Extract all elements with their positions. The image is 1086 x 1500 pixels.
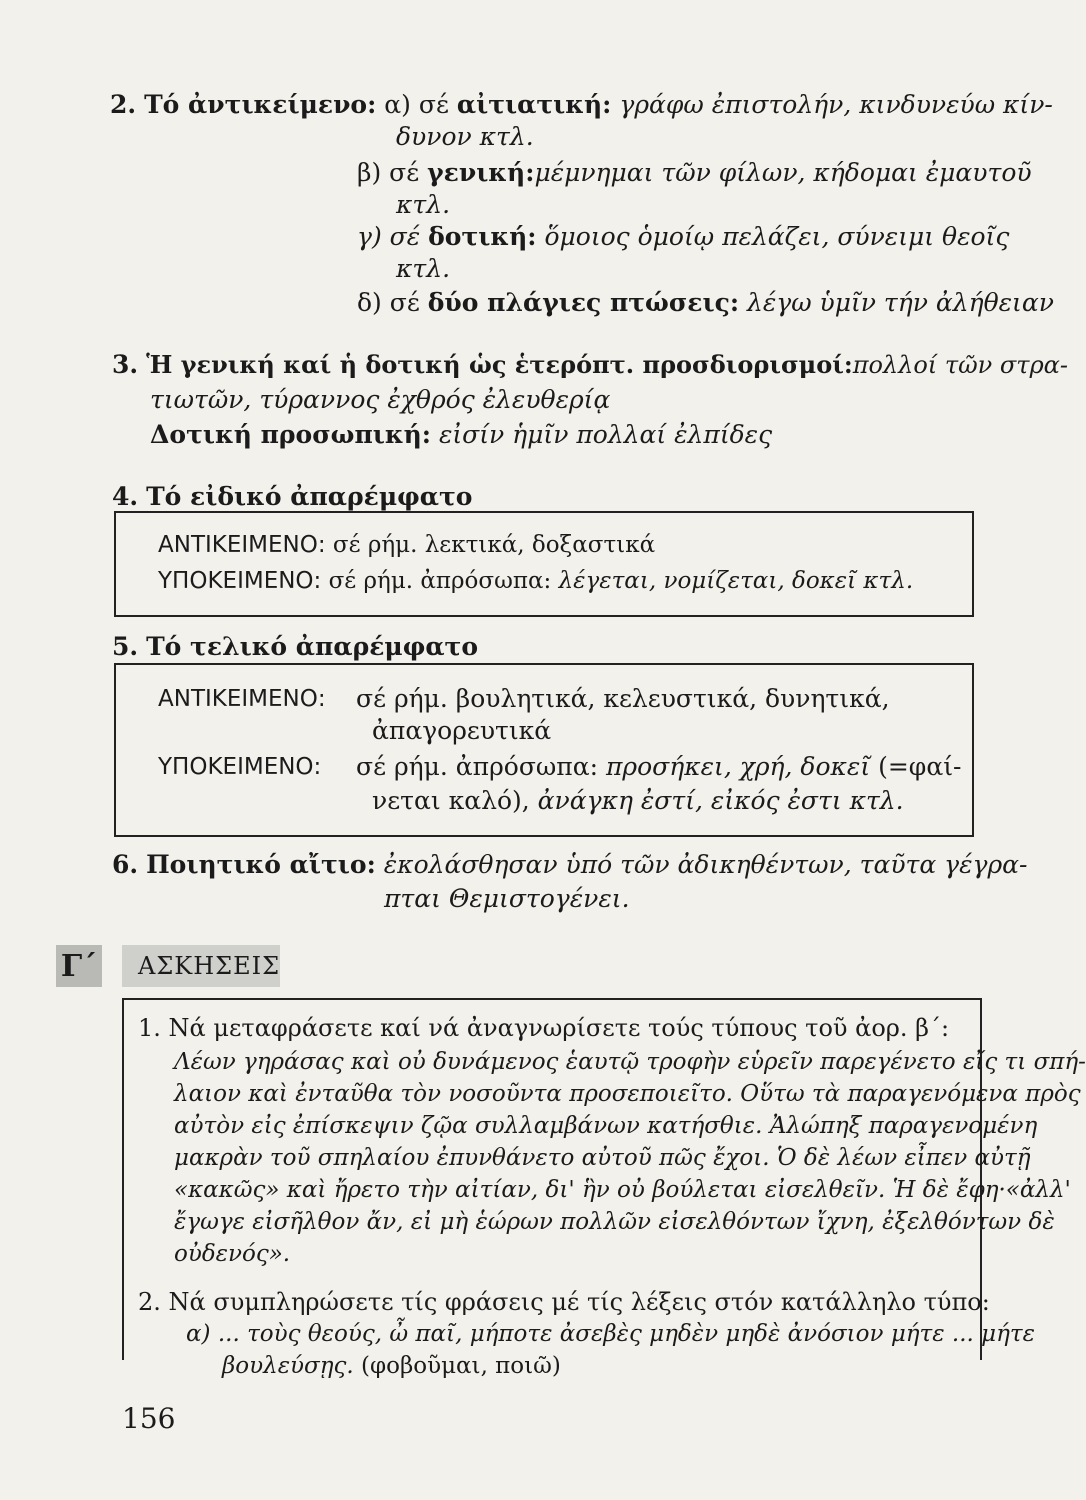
item-5-row2-cont xyxy=(372,786,904,816)
item-4-row2-example: λέγεται, νομίζεται, δοκεῖ κτλ. xyxy=(558,568,914,594)
exercise-2-number: 2. xyxy=(138,1288,161,1316)
exercise-2a-hint: (φοβοῦμαι, ποιῶ) xyxy=(361,1353,561,1379)
exercise-2-header xyxy=(138,1286,990,1318)
item-3-example: πολλοί τῶν στρα- xyxy=(852,351,1068,379)
item-2d xyxy=(357,288,1054,318)
item-2c-example-cont: κτλ. xyxy=(396,254,451,283)
exercise-1-line-7: οὐδενός». xyxy=(174,1241,291,1267)
item-6-number: 6. xyxy=(112,850,139,879)
page-number: 156 xyxy=(122,1402,176,1435)
item-3-number: 3. xyxy=(112,350,139,379)
item-4-number: 4. xyxy=(112,482,139,511)
exercise-1-line-6: ἔγωγε εἰσῆλθον ἄν, εἰ μὴ ἑώρων πολλῶν εἰσελθόντων ἴχνη, ἐξελθόντων δὲ xyxy=(174,1209,1055,1235)
item-2-label: Τό ἀντικείμενο: xyxy=(144,90,377,119)
exercise-1-line-1: Λέων γηράσας καὶ οὐ δυνάμενος ἑαυτῷ τροφὴν εὑρεῖν παρεγένετο εἴς τι σπή- xyxy=(174,1049,1086,1075)
item-4-row1 xyxy=(158,530,655,560)
item-2d-case: δύο πλάγιες πτώσεις: xyxy=(427,288,740,317)
section-badge: Γ΄ xyxy=(56,945,102,987)
item-5-row2-key: ΥΠΟΚΕΙΜΕΝΟ: xyxy=(158,754,322,780)
item-4-header xyxy=(112,482,472,512)
item-6-header xyxy=(112,850,1028,880)
item-2c xyxy=(357,222,1009,252)
item-5-row1-value-cont: ἀπαγορευτικά xyxy=(372,716,552,745)
item-3-label: Ἡ γενική καί ἡ δοτική ὡς ἑτερόπτ. προσδιορισμοί: xyxy=(146,350,853,379)
item-2c-case: δοτική: xyxy=(428,222,537,251)
item-2-number: 2. xyxy=(110,90,137,119)
item-2a-intro: σέ xyxy=(418,90,449,119)
item-4-box xyxy=(114,511,974,617)
item-2d-example: λέγω ὑμῖν τήν ἀλήθειαν xyxy=(747,288,1054,317)
item-4-row2-value: σέ ρήμ. ἀπρόσωπα: xyxy=(328,568,552,594)
item-4-label: Τό εἰδικό ἀπαρέμφατο xyxy=(146,482,473,511)
exercise-2a-marker: α) xyxy=(186,1321,211,1347)
item-2a-example: γράφω ἐπιστολήν, κινδυνεύω κίν- xyxy=(619,90,1053,119)
item-5-number: 5. xyxy=(112,632,139,661)
item-5-row2-paren: (=φαί- xyxy=(878,752,962,781)
item-2b-intro: σέ xyxy=(389,158,420,187)
item-2c-marker: γ) xyxy=(357,222,382,251)
exercise-1-instruction: Νά μεταφράσετε καί νά ἀναγνωρίσετε τούς τύπους τοῦ ἀορ. β΄: xyxy=(168,1014,950,1042)
exercise-2a-cont xyxy=(222,1350,561,1382)
item-3-sub-label: Δοτική προσωπική: xyxy=(150,420,431,449)
item-4-row2-key: ΥΠΟΚΕΙΜΕΝΟ: xyxy=(158,568,322,594)
item-2b-example: μέμνημαι τῶν φίλων, κήδομαι ἐμαυτοῦ xyxy=(534,158,1032,187)
item-2-header xyxy=(110,90,1053,120)
item-5-row2 xyxy=(356,752,961,782)
item-2a-case: αἰτιατική: xyxy=(456,90,612,119)
item-5-header xyxy=(112,632,478,662)
exercise-2a xyxy=(186,1318,1035,1350)
exercise-1-line-2: λαιον καὶ ἐνταῦθα τὸν νοσοῦντα προσεποιεῖτο. Οὕτω τὰ παραγενόμενα πρὸς xyxy=(174,1081,1081,1107)
item-2a-marker: α) xyxy=(384,90,411,119)
exercise-2a-text-cont: βουλεύσῃς. xyxy=(222,1353,354,1379)
item-5-row1-key: ΑΝΤΙΚΕΙΜΕΝΟ: xyxy=(158,686,326,712)
exercise-2a-text: ... τοὺς θεούς, ὦ παῖ, μήποτε ἀσεβὲς μηδὲν μηδὲ ἀνόσιον μήτε ... μήτε xyxy=(217,1321,1035,1347)
item-2c-intro: σέ xyxy=(389,222,421,251)
item-5-row2-cont-b: ἀνάγκη ἐστί, εἰκός ἐστι κτλ. xyxy=(537,786,904,815)
item-5-label: Τό τελικό ἀπαρέμφατο xyxy=(146,632,479,661)
item-6-example: ἐκολάσθησαν ὑπό τῶν ἀδικηθέντων, ταῦτα γέγρα- xyxy=(383,850,1028,879)
item-4-row1-value: σέ ρήμ. λεκτικά, δοξαστικά xyxy=(332,532,656,558)
item-6-label: Ποιητικό αἴτιο: xyxy=(146,850,376,879)
item-2a-example-cont: δυνον κτλ. xyxy=(396,122,534,151)
item-4-row2 xyxy=(158,566,913,596)
exercise-1-header xyxy=(138,1012,949,1044)
item-3-sub xyxy=(150,420,772,450)
exercise-1-number: 1. xyxy=(138,1014,161,1042)
item-2b-marker: β) xyxy=(357,158,382,187)
item-2d-marker: δ) xyxy=(357,288,382,317)
item-2d-intro: σέ xyxy=(389,288,420,317)
item-5-row1-value: σέ ρήμ. βουλητικά, κελευστικά, δυνητικά, xyxy=(356,684,890,713)
item-2b xyxy=(357,158,1032,188)
exercise-1-line-3: αὐτὸν εἰς ἐπίσκεψιν ζῷα συλλαμβάνων κατήσθιε. Ἀλώπηξ παραγενομένη xyxy=(174,1113,1038,1139)
item-6-example-cont: πται Θεμιστογένει. xyxy=(384,884,630,913)
item-5-row2-example: προσήκει, χρή, δοκεῖ xyxy=(605,752,871,781)
item-3-sub-example: εἰσίν ἡμῖν πολλαί ἐλπίδες xyxy=(438,420,773,449)
item-5-row2-value: σέ ρήμ. ἀπρόσωπα: xyxy=(356,752,599,781)
exercise-1-line-5: «κακῶς» καὶ ἤρετο τὴν αἰτίαν, δι' ἣν οὐ βούλεται εἰσελθεῖν. Ἡ δὲ ἔφη·«ἀλλ' xyxy=(174,1177,1071,1203)
item-4-row1-key: ΑΝΤΙΚΕΙΜΕΝΟ: xyxy=(158,532,326,558)
section-title: ΑΣΚΗΣΕΙΣ xyxy=(122,945,280,987)
item-2b-example-cont: κτλ. xyxy=(396,190,451,219)
item-3-example-cont: τιωτῶν, τύραννος ἐχθρός ἐλευθερίᾳ xyxy=(150,385,611,414)
item-3-header xyxy=(112,350,1068,380)
exercise-1-line-4: μακρὰν τοῦ σπηλαίου ἐπυνθάνετο αὐτοῦ πῶς ἔχοι. Ὁ δὲ λέων εἶπεν αὐτῇ xyxy=(174,1145,1031,1171)
item-2b-case: γενική: xyxy=(427,158,535,187)
item-2c-example: ὅμοιος ὁμοίῳ πελάζει, σύνειμι θεοῖς xyxy=(544,222,1010,251)
exercise-2-instruction: Νά συμπληρώσετε τίς φράσεις μέ τίς λέξεις στόν κατάλληλο τύπο: xyxy=(168,1288,990,1316)
item-5-row2-cont-a: νεται καλό), xyxy=(372,786,530,815)
